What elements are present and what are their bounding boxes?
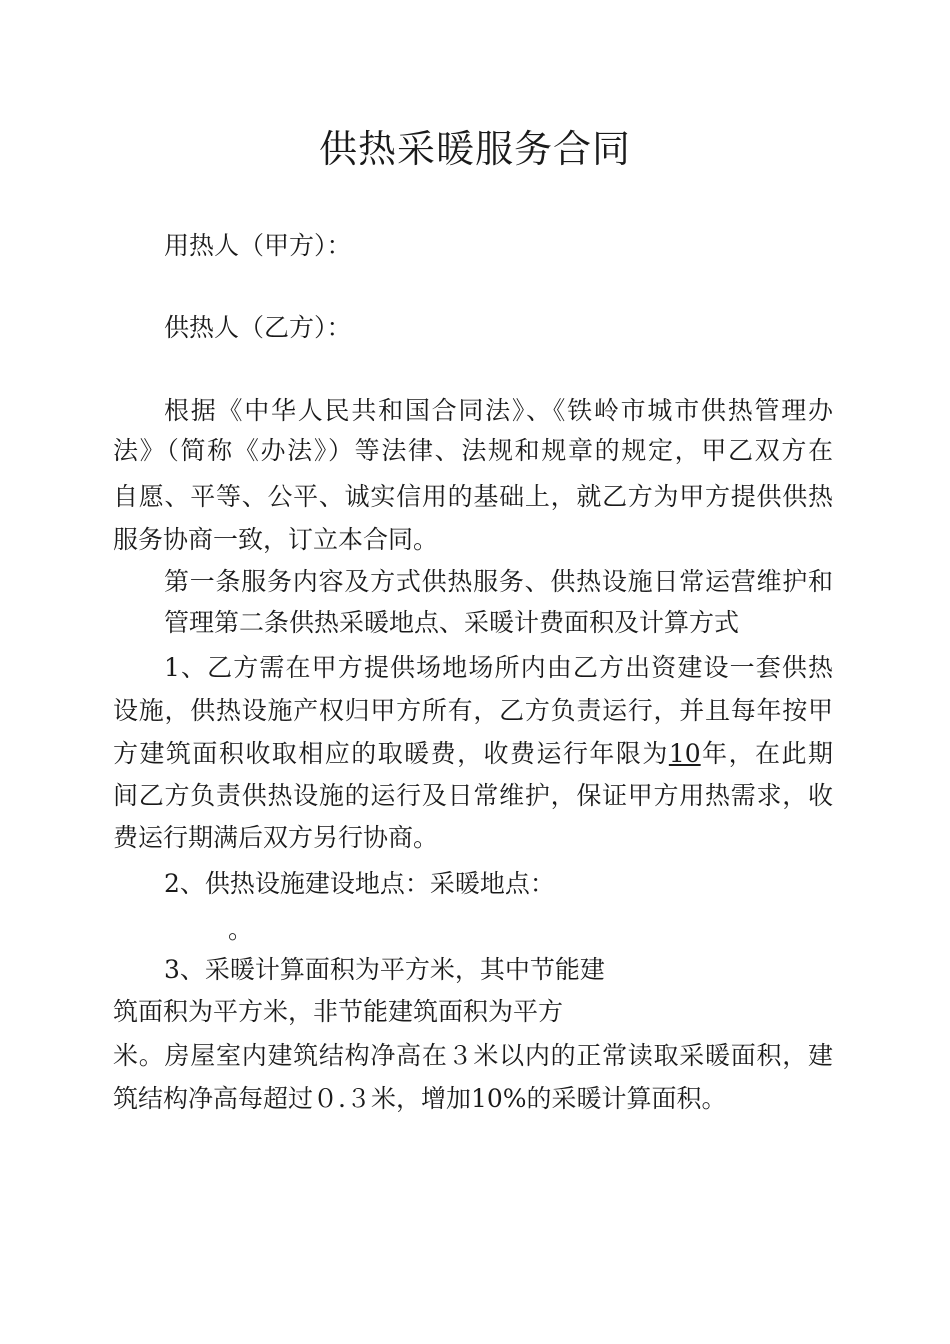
item-3-line-1: 3、采暖计算面积为平方米，其中节能建 — [164, 955, 605, 984]
preamble-line-4: 服务协商一致，订立本合同。 — [113, 525, 439, 554]
service-years-value: 10 — [668, 739, 701, 768]
item-1-line-3 — [113, 734, 833, 774]
preamble-line-2: 法》（简称《办法》）等法律、法规和规章的规定，甲乙双方在 — [113, 436, 833, 465]
article-1-line-2: 管理第二条供热采暖地点、采暖计费面积及计算方式 — [164, 608, 740, 637]
article-1-line-1: 第一条服务内容及方式供热服务、供热设施日常运营维护和 — [164, 567, 833, 596]
item-1-line-5: 费运行期满后双方另行协商。 — [113, 823, 439, 852]
item-1-line-3-after: 年，在此期 — [700, 739, 833, 768]
item-1-line-4: 间乙方负责供热设施的运行及日常维护，保证甲方用热需求，收 — [113, 781, 833, 810]
item-2-line-1: 2、供热设施建设地点：采暖地点： — [164, 869, 555, 898]
document-title: 供热采暖服务合同 — [318, 127, 631, 171]
preamble-line-1: 根据《中华人民共和国合同法》、《铁岭市城市供热管理办 — [164, 396, 833, 425]
item-3-line-4: 筑结构净高每超过０.３米，增加10%的采暖计算面积。 — [113, 1084, 727, 1113]
item-1-line-3-before: 方建筑面积收取相应的取暖费，收费运行年限为 — [113, 739, 669, 768]
party-a-label: 用热人（甲方）： — [164, 231, 352, 260]
party-b-label: 供热人（乙方）： — [164, 313, 352, 342]
item-1-line-1: 1、乙方需在甲方提供场地场所内由乙方出资建设一套供热 — [164, 653, 833, 682]
item-3-line-2: 筑面积为平方米，非节能建筑面积为平方 — [113, 997, 564, 1026]
item-3-line-3: 米。房屋室内建筑结构净高在３米以内的正常读取采暖面积，建 — [113, 1041, 833, 1070]
preamble-line-3: 自愿、平等、公平、诚实信用的基础上，就乙方为甲方提供供热 — [113, 482, 833, 511]
item-1-line-2: 设施，供热设施产权归甲方所有，乙方负责运行，并且每年按甲 — [113, 696, 833, 725]
item-2-line-2: 。 — [228, 915, 254, 944]
